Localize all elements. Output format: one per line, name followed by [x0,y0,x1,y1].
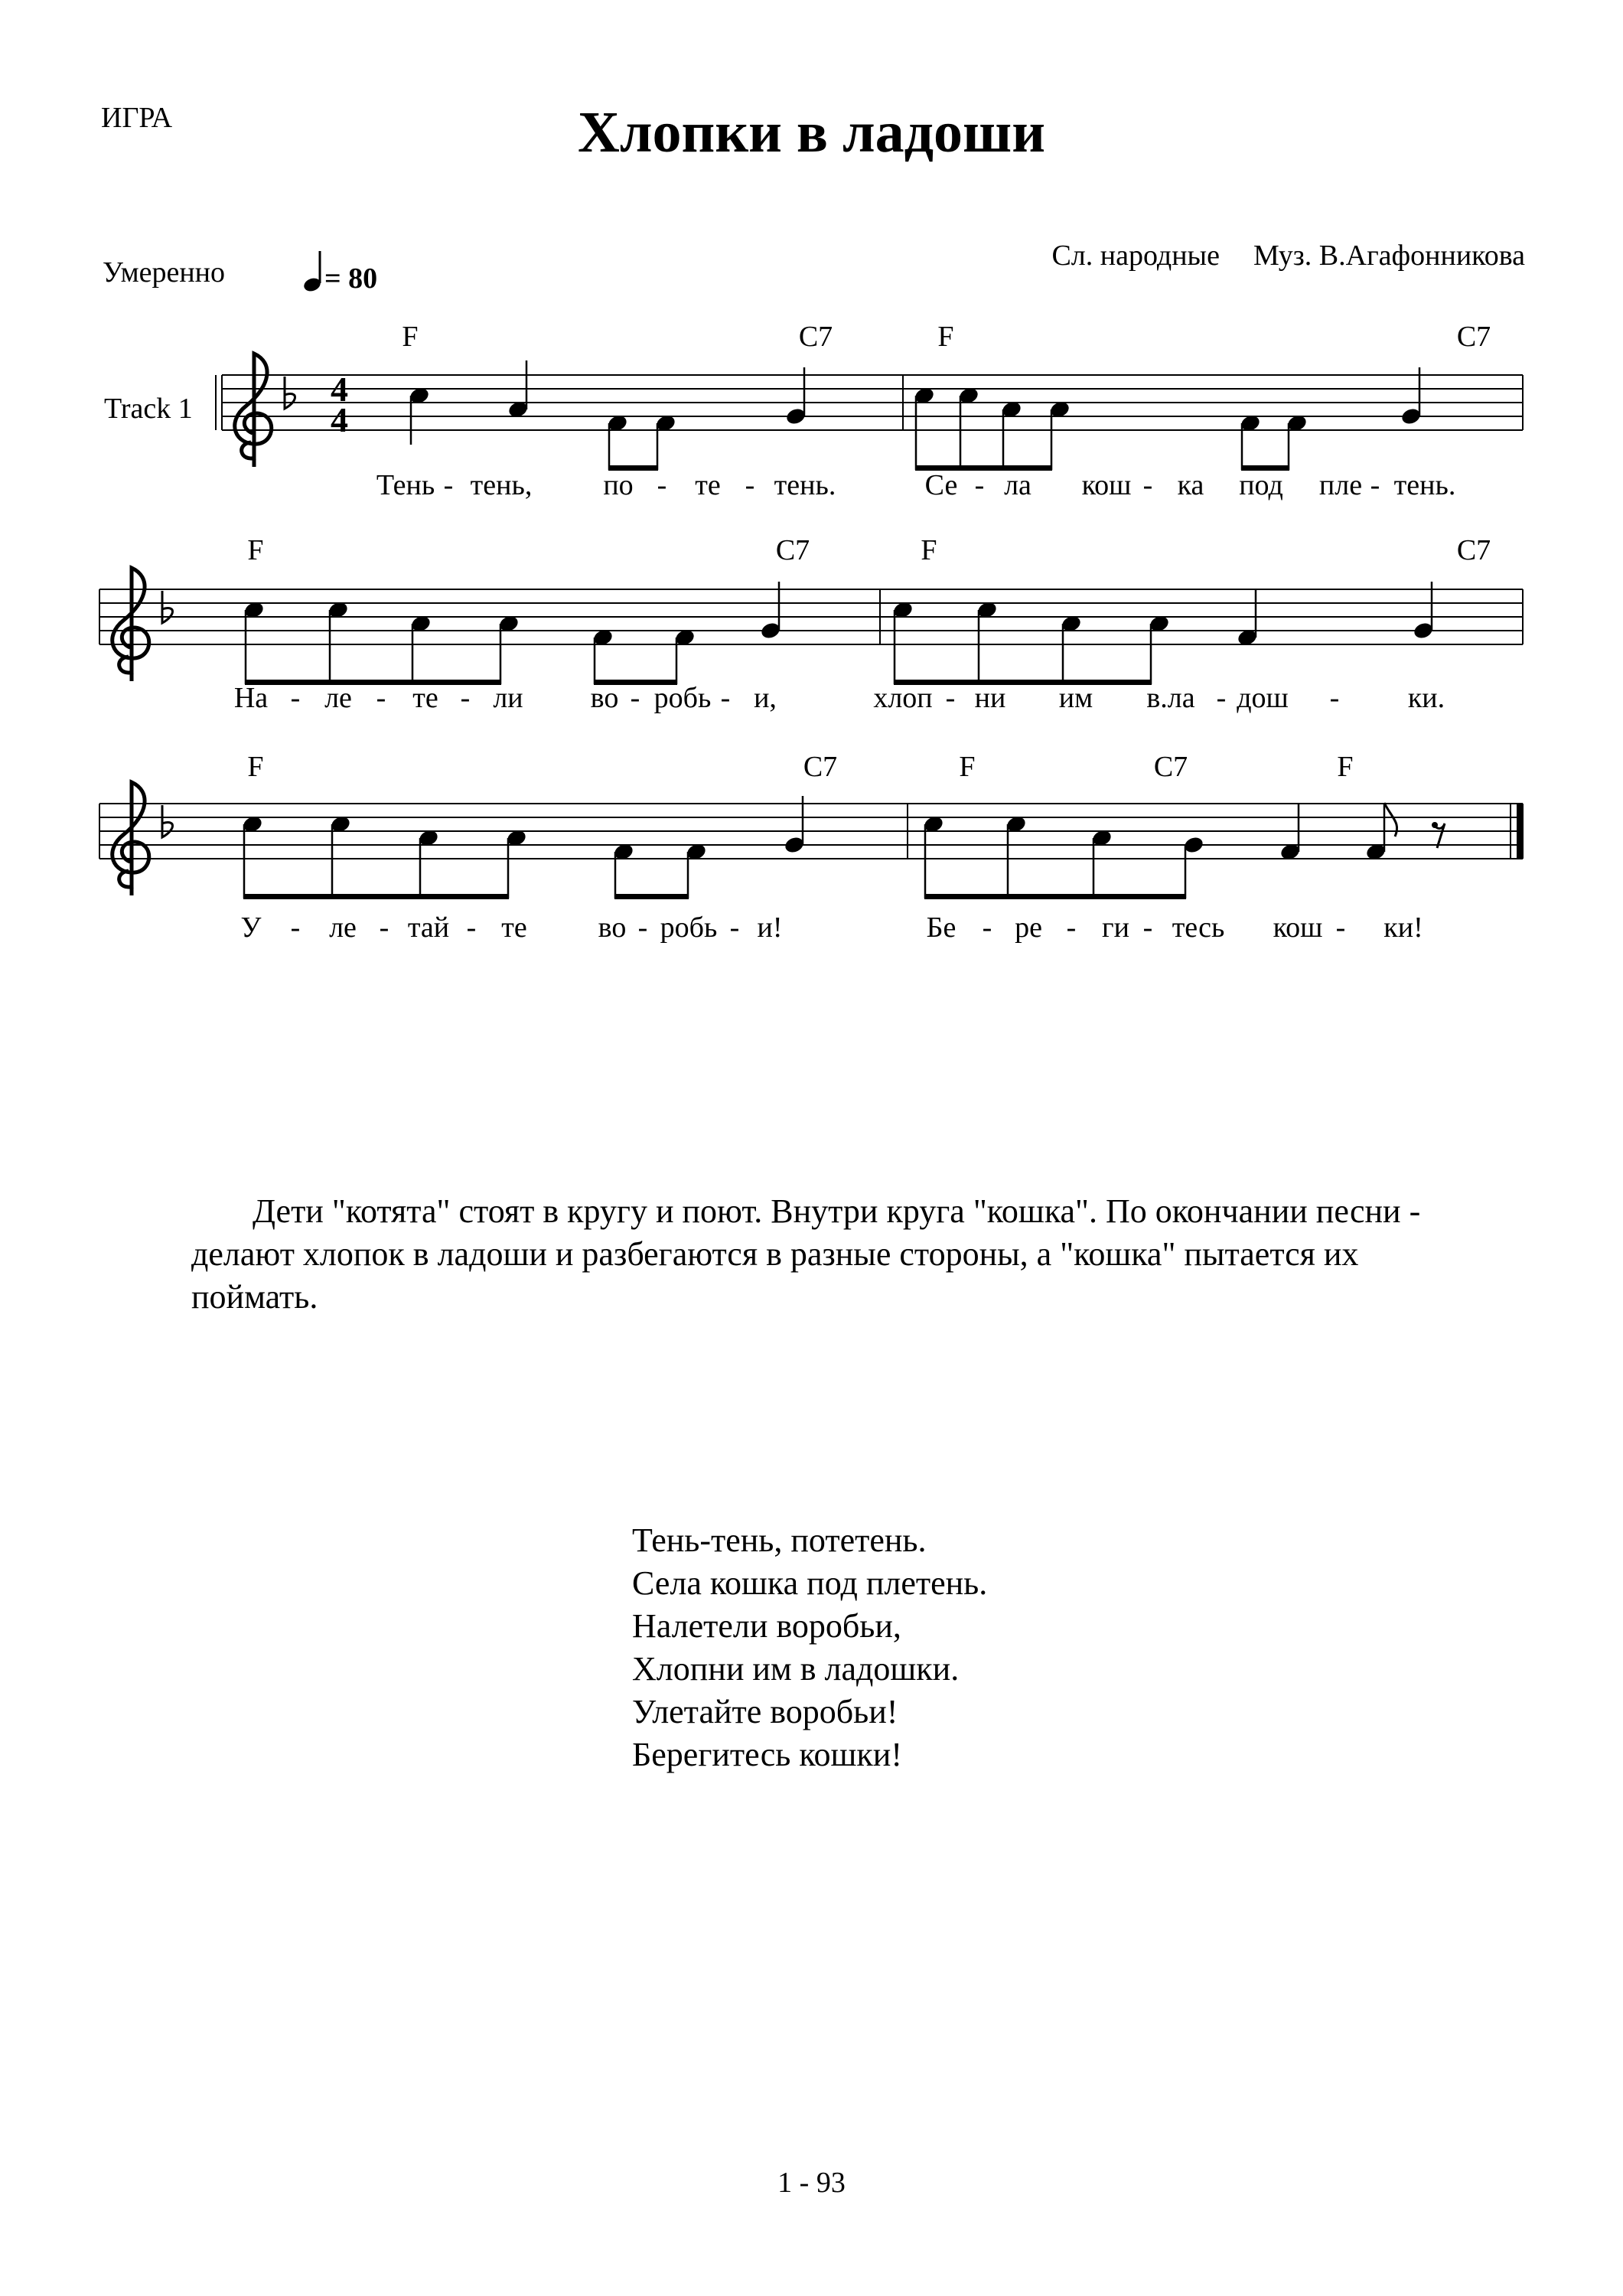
beam [243,894,509,899]
lyrics-row-3 [0,911,1623,949]
lyric-hyphen: - [729,912,740,944]
poem-line: Села кошка под плетень. [632,1564,988,1602]
lyric-hyphen: - [945,682,956,714]
lyric-hyphen: - [1329,682,1340,714]
chord-symbol: F [247,534,264,566]
chord-row-3 [0,750,1623,788]
chord-symbol: F [937,321,954,353]
lyric-syllable: им [1058,682,1093,714]
page-title: Хлопки в ладоши [578,100,1045,165]
lyric-hyphen: - [376,682,386,714]
poem-line: Налетели воробьи, [632,1607,901,1645]
time-signature-bottom: 4 [331,400,348,439]
lyric-syllable: в.ла [1146,682,1195,714]
lyrics-row-2 [0,681,1623,719]
chord-symbol: C7 [775,534,810,566]
lyric-syllable: тесь [1172,912,1225,944]
chord-symbol: C7 [1456,321,1491,353]
lyric-syllable: под [1239,469,1283,501]
poem-line: Хлопни им в ладошки. [632,1650,960,1688]
lyric-syllable: те [501,912,527,944]
lyric-hyphen: - [379,912,389,944]
chord-symbol: F [402,321,419,353]
treble-clef-icon [235,354,272,467]
chord-row-2 [0,533,1623,572]
flat-icon [285,377,295,409]
lyric-hyphen: - [466,912,477,944]
genre-label: ИГРА [101,102,173,134]
beam [614,894,689,899]
flat-icon [162,805,173,837]
chord-symbol: C7 [1153,751,1188,783]
chord-symbol: C7 [798,321,833,353]
lyric-syllable: кош [1081,469,1132,501]
lyric-syllable: робь [653,682,712,714]
lyric-hyphen: - [460,682,471,714]
lyric-hyphen: - [974,469,985,501]
track-label: Track 1 [104,393,193,425]
lyric-hyphen: - [1370,469,1380,501]
lyric-hyphen: - [745,469,755,501]
lyric-syllable: ле [329,912,357,944]
final-barline [1517,804,1524,859]
lyric-hyphen: - [1142,469,1153,501]
chord-symbol: F [247,751,264,783]
lyric-hyphen: - [1142,912,1153,944]
lyric-syllable: ла [1004,469,1031,501]
lyricist-credit: Сл. народные [1051,240,1220,272]
lyric-syllable: ки. [1407,682,1445,714]
lyric-syllable: ре [1015,912,1042,944]
lyric-syllable: У [240,912,262,944]
treble-clef-icon [112,568,149,681]
chord-row-1 [0,320,1623,358]
lyric-hyphen: - [290,912,301,944]
lyric-syllable: кош [1273,912,1323,944]
lyric-syllable: На [233,682,269,714]
lyric-syllable: тень. [774,469,836,501]
composer-credit: Муз. В.Агафонникова [1253,240,1525,272]
lyric-syllable: те [695,469,721,501]
tempo-marking: Умеренно [103,256,226,289]
lyric-syllable: ле [324,682,352,714]
metronome-value: = 80 [324,263,378,295]
lyric-syllable: Тень [376,469,435,501]
poem-line: Улетайте воробьи! [632,1693,898,1730]
lyric-syllable: ки! [1383,912,1423,944]
chord-symbol: F [921,534,937,566]
lyric-syllable: ни [974,682,1006,714]
flat-icon [162,591,173,623]
chord-symbol: F [959,751,976,783]
lyric-hyphen: - [982,912,992,944]
lyric-syllable: по [603,469,634,501]
lyric-hyphen: - [630,682,640,714]
lyric-hyphen: - [1216,682,1227,714]
lyric-syllable: дош [1237,682,1289,714]
poem-line: Берегитесь кошки! [632,1736,902,1773]
lyric-syllable: Бе [926,912,957,944]
lyric-syllable: и! [757,912,783,944]
lyric-hyphen: - [290,682,301,714]
lyric-hyphen: - [720,682,731,714]
lyric-hyphen: - [657,469,667,501]
lyric-syllable: тай [407,912,450,944]
poem-text [632,1519,987,1776]
game-description [191,1190,1492,1319]
lyric-hyphen: - [443,469,454,501]
rest-dot [1432,822,1438,828]
lyric-hyphen: - [1335,912,1346,944]
chord-symbol: C7 [1456,534,1491,566]
lyric-syllable: те [412,682,438,714]
lyric-syllable: ги [1102,912,1129,944]
lyric-syllable: Се [924,469,958,501]
lyric-hyphen: - [1066,912,1077,944]
chord-symbol: F [1337,751,1354,783]
lyric-syllable: и, [754,682,777,714]
lyric-syllable: пле [1318,469,1363,501]
lyric-syllable: тень, [470,469,533,501]
page-number: 1 - 93 [777,2167,846,2199]
lyric-syllable: тень. [1393,469,1456,501]
poem-line: Тень-тень, потетень. [632,1521,927,1559]
lyrics-row-1 [0,468,1623,507]
treble-clef-icon [112,782,149,895]
lyric-syllable: робь [660,912,718,944]
description-paragraph: Дети "котята" стоят в кругу и поют. Внутри круга "кошка". По окончании песни - делают хлопок в ладоши и разбегаются в разные стороны, а "кошка" пытается их поймать. [191,1192,1421,1316]
chord-symbol: C7 [803,751,838,783]
lyric-syllable: во [598,912,627,944]
lyric-syllable: ка [1177,469,1204,501]
lyric-syllable: хлоп [873,682,933,714]
lyric-syllable: во [590,682,619,714]
time-signature-top: 4 [331,370,348,409]
lyric-syllable: ли [493,682,523,714]
lyric-hyphen: - [637,912,648,944]
beam [924,894,1186,899]
